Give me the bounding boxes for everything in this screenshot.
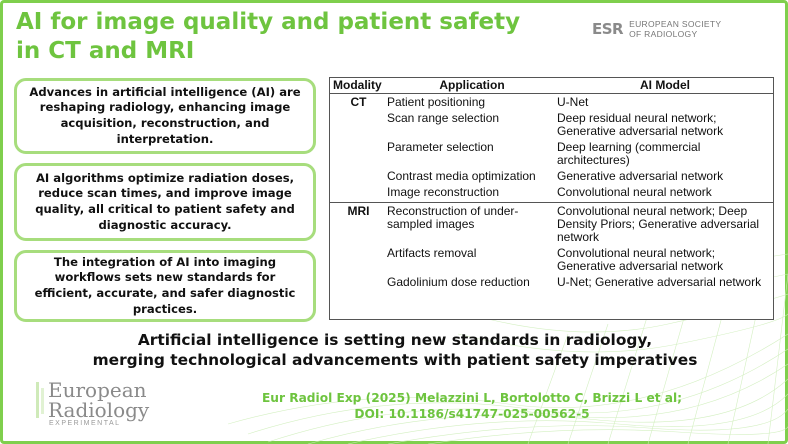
journal-logo-mark-icon [34, 380, 48, 420]
table-group-mri [330, 202, 773, 289]
model-cell: Convolutional neural network [557, 185, 712, 199]
citation-line-1: Eur Radiol Exp (2025) Melazzini L, Bortolotto C, Brizzi L et al; [261, 391, 683, 405]
summary-card-text: Advances in artificial intelligence (AI) are reshaping radiology, enhancing image acquisition, reconstruction, and interpretation. [29, 84, 301, 146]
journal-logo-line-1: European [48, 378, 147, 402]
citation [222, 390, 722, 422]
application-cell: Scan range selection [387, 111, 500, 125]
application-cell: Patient positioning [387, 95, 486, 109]
title-line-1: AI for image quality and patient safety [16, 9, 521, 35]
summary-card-text: AI algorithms optimize radiation doses, reduce scan times, and improve image quality, all critical to patient safety and diagnostic accuracy. [35, 170, 295, 232]
application-cell: Parameter selection [387, 140, 494, 154]
table-row [330, 247, 773, 273]
model-cell: Convolutional neural network; Generative adversarial network [557, 246, 724, 273]
model-cell: Generative adversarial network [557, 169, 724, 183]
title-line-2: in CT and MRI [16, 38, 195, 64]
tagline-line-1: Artificial intelligence is setting new standards in radiology, [137, 331, 653, 349]
esr-logo [592, 16, 772, 42]
esr-text-line-1: EUROPEAN SOCIETY [629, 19, 722, 29]
citation-line-2: DOI: 10.1186/s41747-025-00562-5 [354, 407, 590, 421]
summary-card-1 [14, 78, 316, 154]
tagline [20, 330, 770, 370]
model-cell: U-Net; Generative adversarial network [557, 275, 762, 289]
summary-card-2 [14, 163, 316, 241]
model-cell: Deep residual neural network; Generative adversarial network [557, 111, 724, 138]
application-cell: Contrast media optimization [387, 169, 536, 183]
modality-cell: MRI [347, 204, 370, 218]
application-cell: Reconstruction of under-sampled images [387, 204, 519, 231]
model-cell: Deep learning (commercial architectures) [557, 140, 701, 167]
table-row [330, 112, 773, 138]
header-ai-model: AI Model [640, 78, 690, 92]
poster-title [16, 8, 576, 66]
tagline-line-2: merging technological advancements with patient safety imperatives [92, 351, 698, 369]
esr-logo-mark: ESR [592, 20, 624, 38]
table-row [330, 276, 773, 289]
summary-card-3 [14, 250, 316, 322]
table-row [330, 141, 773, 167]
model-cell: U-Net [557, 95, 589, 109]
esr-text-line-2: OF RADIOLOGY [629, 29, 698, 39]
table-row [330, 205, 773, 244]
table-header-row [330, 78, 773, 94]
table-group-ct [330, 94, 773, 199]
journal-logo [34, 378, 224, 430]
model-cell: Convolutional neural network; Deep Density Priors; Generative adversarial network [557, 204, 760, 244]
application-cell: Artifacts removal [387, 246, 477, 260]
table-row [330, 186, 773, 199]
header-modality: Modality [333, 78, 382, 92]
application-cell: Gadolinium dose reduction [387, 275, 530, 289]
table-row [330, 96, 773, 109]
ai-applications-table [329, 77, 774, 320]
journal-logo-line-3: EXPERIMENTAL [49, 420, 121, 427]
esr-logo-text [629, 19, 721, 39]
table-row [330, 170, 773, 183]
application-cell: Image reconstruction [387, 185, 500, 199]
journal-logo-line-2: Radiology [48, 398, 150, 422]
modality-cell: CT [350, 95, 367, 109]
header-application: Application [439, 78, 505, 92]
summary-card-text: The integration of AI into imaging workflows sets new standards for efficient, accurate, and safer diagnostic practices. [34, 254, 296, 316]
